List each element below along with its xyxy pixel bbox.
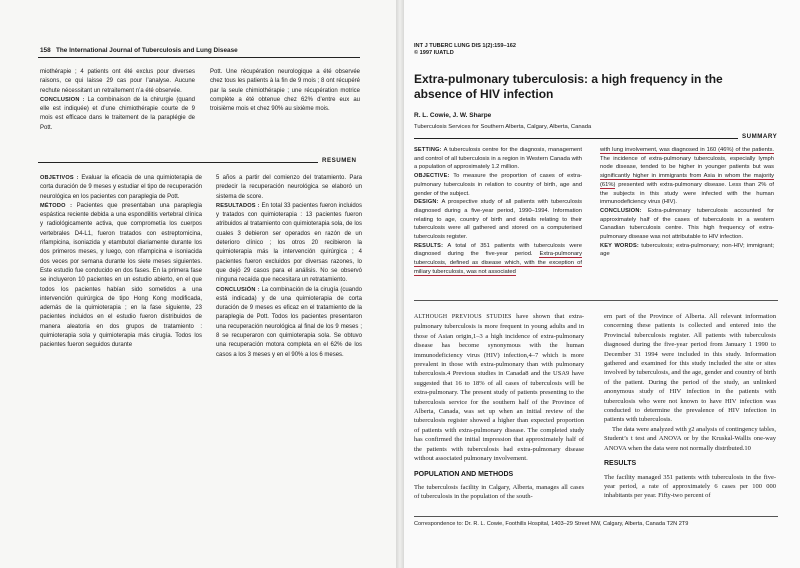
- page-number: 158: [40, 47, 51, 54]
- results-continued: with lung involvement, was diagnosed in 160 (46%) of the patients. The incidence of extra-pulmonary tuberculosis, especially lymph node disease, tended to be higher in younger patients but was significantly higher in immigrants from Asia in whom the majority (61%) presented with extra-pulmonary disease. Less than 2% of the subjects in this study were infected with the human immunodeficiency virus (HIV).: [600, 147, 774, 206]
- article-title: Extra-pulmonary tuberculosis: a high frequency in the absence of HIV infection: [414, 72, 723, 101]
- running-header: [40, 47, 238, 54]
- methods-paragraph: ern part of the Province of Alberta. All relevant information concerning these patients is collected and entered into the Provincial tuberculosis register. All patients with tuberculosis diagnosed during the five-year period from January 1 1990 to December 31 1994 were included in this study. Information gathered and examined for this study included the site or sites involved by tuberculosis, and the age, gender and country of birth of the patient. During the period of the study, an unlinked anonymous study of HIV infection in the patients with tuberculosis who were not known to have HIV infection was conducted to determine the prevalence of HIV infection in patients with tuberculosis.: [604, 313, 776, 424]
- running-title: The International Journal of Tuberculosis and Lung Disease: [56, 47, 238, 54]
- correspondence-note: Correspondence to: Dr. R. L. Cowie, Foothills Hospital, 1403–29 Street NW, Calgary, Alberta, Canada T2N 2T9: [414, 521, 689, 527]
- results-paragraph: RESULTS: A total of 351 patients with tuberculosis were diagnosed during the five-year period. Extra-pulmonary tuberculosis, defined as disease which, with the exception of miliary tuberculosis, was not associated: [414, 242, 582, 275]
- resumen-heading: RESUMEN: [322, 157, 357, 164]
- french-left-column: [40, 68, 195, 133]
- conclusion-paragraph: CONCLUSIÓN : La combinación de la cirugía (cuando está indicada) y de una quimioterapia de corta duración de 9 meses es eficaz en el tratamiento de la paraplegia de Pott. Todos los pacientes presentaron una recuperación neurológica al final de los 9 meses ; 8 se recuperaron con quimioterapia sola. Se obtuvo una recuperación motora completa en el 62% de los casos a los 3 meses y en el 90% a los 6 meses.: [216, 286, 363, 358]
- spanish-left-column: [40, 174, 202, 351]
- keywords-paragraph: KEY WORDS: tuberculosis; extra-pulmonary; non-HIV; immigrant; age: [600, 242, 774, 258]
- spanish-right-column: [216, 174, 362, 360]
- spanish-paragraph: 5 años a partir del comienzo del tratamiento. Para predecir la recuperación neurológica se elaboró un sistema de score.: [216, 175, 362, 200]
- highlighted-text: with lung involvement, was diagnosed in 160 (46%) of the patients.: [600, 147, 774, 153]
- book-gutter: [396, 0, 404, 568]
- footnote-rule: [414, 516, 778, 517]
- french-conclusion: CONCLUSION : La combinaison de la chirurgie (quand elle est indiquée) et d’une chimiothérapie courte de 9 mois est efficace dans le traitement de la paraplégie de Pott.: [40, 96, 196, 131]
- body-right-column: [604, 312, 776, 501]
- analysis-paragraph: The data were analyzed with χ2 analysis of contingency tables, Student’s t test and ANOVA or by the Kruskal-Wallis one-way ANOVA when the data were not normally distributed.10: [604, 425, 776, 452]
- french-paragraph: Pott. Une récupération neurologique a été observée chez tous les patients à la fin de 9 mois ; 8 ont récupéré par la seule chimiothérapie ; une récupération motrice complète a été obtenue chez 62% d’entre eux au troisième mois et chez 90% au sixième mois.: [210, 69, 360, 113]
- highlighted-text: significantly higher in immigrants from Asia in whom the majority (61%): [600, 173, 774, 188]
- summary-heading: SUMMARY: [742, 133, 778, 140]
- resultados-paragraph: RESULTADOS : En total 33 pacientes fueron incluidos y tratados con quimioterapia : 13 pacientes fueron atribuidos al tratamiento con quimioterapia sola, de los cuales 3 debieron ser operados en razón de un deterioro clínico ; los otros 20 recibieron la quimioterapia más la intervención quirúrgica ; 4 pacientes fueron excluidos por diversas razones, lo que dejó 29 casos para el análisis. No se observó ninguna recaída que necesitara un retratamiento.: [216, 202, 363, 284]
- french-paragraph: miothérapie ; 4 patients ont été exclus pour diverses raisons, ce qui laisse 29 cas pour l’analyse. Aucune rechute nécessitant un retraitement n’a été observée.: [40, 69, 195, 94]
- authors: R. L. Cowie, J. W. Sharpe: [414, 112, 492, 119]
- french-right-column: [210, 68, 360, 114]
- body-left-column: [414, 312, 584, 502]
- design-paragraph: DESIGN: A prospective study of all patients with tuberculosis diagnosed during a five-year period, 1990–1994. Information relating to age, country of birth and details relating to their tuberculosis were all gathered and stored on a computerised tuberculosis register.: [414, 199, 582, 241]
- objetivos-paragraph: OBJETIVOS : Evaluar la eficacia de una quimioterapia de corta duración de 9 meses y estudiar el tipo de recuperación neurológica en los pacientes con paraplegia de Pott.: [40, 175, 203, 200]
- journal-copyright: © 1997 IUATLD: [414, 50, 454, 56]
- summary-right-column: [600, 146, 774, 259]
- objective-paragraph: OBJECTIVE: To measure the proportion of cases of extra-pulmonary tuberculosis in relation to country of birth, age and gender of the subject.: [414, 173, 582, 197]
- results-heading: RESULTS: [604, 460, 637, 468]
- metodo-paragraph: MÉTODO : Pacientes que presentaban una paraplegia espástica reciente debida a una espondilitis vertebral clínica y radiológicamente activa, que comprometía los cuerpos vertebrales D4-L1, fueron tratados con estreptomicina, rifampicina, isoniazida y etambutol diariamente durante los dos primeros meses, y luego, con rifampicina e isoniacida dos veces por semana durante los siete meses siguientes. Este estudio fue conducido en dos fases. En la primera fase se incluyeron 10 pacientes en un estudio abierto, en el que todos los pacientes habían sido sometidos a una intervención quirúrgica de tipo Hong Kong modificada, además de la quimioterapia ; en la fase siguiente, 23 pacientes incluidos en el estudio fueron distribuidos de manera aleatoria en dos grupos de tratamiento : quimioterapia sola y quimioterapia más cirugía. Todos los pacientes fueron seguidos durante: [40, 202, 203, 349]
- highlighted-text: Extra-pulmonary tuberculosis, defined as disease which, with the exception of miliary tuberculosis, was not associated: [414, 251, 582, 275]
- affiliation: Tuberculosis Services for Southern Alberta, Calgary, Alberta, Canada: [414, 124, 592, 130]
- header-rule: [38, 57, 360, 58]
- resumen-rule: [38, 162, 318, 163]
- journal-header: [414, 43, 516, 57]
- journal-citation: INT J TUBERC LUNG DIS 1(2):159–162: [414, 43, 516, 49]
- intro-paragraph: ALTHOUGH PREVIOUS STUDIES have shown that extra-pulmonary tuberculosis is more frequent in young adults and in those of Asian origin,1–3 a high incidence of extra-pulmonary disease has become synonymous with the human immunodeficiency virus (HIV) infection,4–7 which is more prevalent in those with extra-pulmonary than with pulmonary tuberculosis.4 Previous studies in Canada8 and the USA9 have suggested that 16 to 18% of all cases of tuberculosis will be extra-pulmonary. The present study of patients presenting to the tuberculosis service for the southern half of the Province of Alberta, Canada, was set up when an initial review of the tuberculosis register showed a higher than expected proportion of patients with extra-pulmonary disease. The completed study has confirmed the initial impression that approximately half of the patients with tuberculosis had extra-pulmonary disease without associated pulmonary involvement.: [414, 313, 584, 463]
- population-methods-paragraph: The tuberculosis facility in Calgary, Alberta, manages all cases of tuberculosis in the population of the south-: [414, 483, 584, 501]
- setting-paragraph: SETTING: A tuberculosis centre for the diagnosis, management and control of all tuberculosis in a region in Western Canada with a population of approximately 1.2 million.: [414, 147, 582, 171]
- summary-left-column: [414, 146, 582, 277]
- population-methods-heading: POPULATION AND METHODS: [414, 470, 514, 478]
- conclusion-paragraph: CONCLUSION: Extra-pulmonary tuberculosis accounted for approximately half of the cases of tuberculosis in a western Canadian tuberculosis centre. This high frequency of extra-pulmonary disease was not attributable to HIV infection.: [600, 207, 774, 241]
- summary-end-rule: [414, 300, 778, 301]
- right-page: [404, 0, 800, 568]
- summary-rule: [414, 138, 738, 139]
- results-body-paragraph: The facility managed 351 patients with tuberculosis in the five-year period, a rate of approximately 6 cases per 100 000 inhabitants per year. Fifty-two percent of: [604, 473, 776, 500]
- left-page: [0, 0, 396, 568]
